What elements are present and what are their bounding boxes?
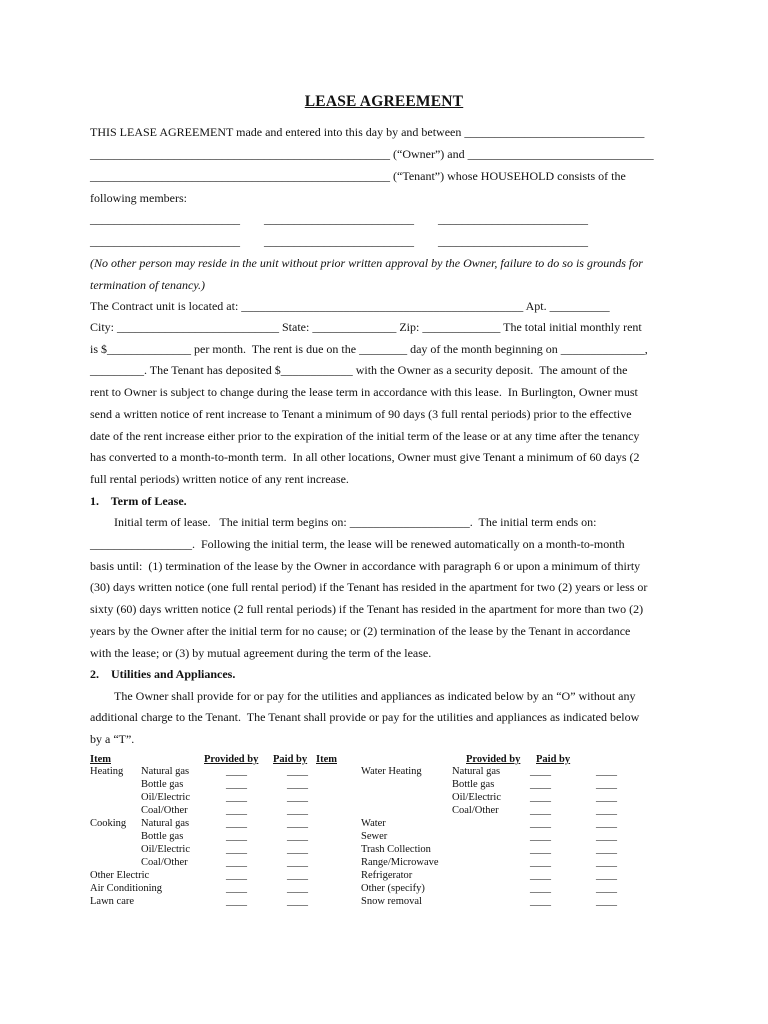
paid-by-blank: ____ <box>287 779 308 790</box>
paid-by-blank: ____ <box>287 896 308 907</box>
table-item-label: Air Conditioning <box>90 883 163 894</box>
provided-by-blank: ____ <box>530 870 551 881</box>
provided-by-blank: ____ <box>530 857 551 868</box>
provided-by-blank: ____ <box>226 857 247 868</box>
table-subitem-label: Bottle gas <box>141 831 184 842</box>
body-line: following members: <box>90 191 187 205</box>
table-subitem-label: Natural gas <box>141 766 190 777</box>
table-subitem-label: Oil/Electric <box>141 792 190 803</box>
table-item-label: Other (specify) <box>361 883 425 894</box>
paid-by-blank: ____ <box>596 779 617 790</box>
body-line: rent to Owner is subject to change during the lease term in accordance with this lease. In Burlington, Owner must <box>90 385 638 399</box>
table-header: Item <box>316 754 337 765</box>
provided-by-blank: ____ <box>530 779 551 790</box>
paid-by-blank: ____ <box>287 792 308 803</box>
provided-by-blank: ____ <box>530 818 551 829</box>
body-line: City: ___________________________ State: ______________ Zip: _____________ The total initial monthly rent <box>90 320 642 334</box>
paid-by-blank: ____ <box>287 844 308 855</box>
paid-by-blank: ____ <box>287 870 308 881</box>
table-header: Paid by <box>273 754 308 765</box>
table-subitem-label: Natural gas <box>452 766 501 777</box>
body-line: by a “T”. <box>90 732 135 746</box>
provided-by-blank: ____ <box>530 844 551 855</box>
paid-by-blank: ____ <box>596 883 617 894</box>
body-line: additional charge to the Tenant. The Tenant shall provide or pay for the utilities and appliances as indicated below <box>90 710 640 724</box>
table-subitem-label: Oil/Electric <box>141 844 190 855</box>
table-item-label: Cooking <box>90 818 127 829</box>
table-item-label: Refrigerator <box>361 870 413 881</box>
provided-by-blank: ____ <box>530 883 551 894</box>
body-line: basis until: (1) termination of the lease by the Owner in accordance with paragraph 6 or upon a minimum of thirty <box>90 559 641 573</box>
paid-by-blank: ____ <box>287 818 308 829</box>
table-item-label: Other Electric <box>90 870 150 881</box>
table-item-label: Water <box>361 818 386 829</box>
body-line: The Contract unit is located at: _______________________________________________ Apt. __________ <box>90 299 610 313</box>
body-line: termination of tenancy.) <box>90 278 205 292</box>
section-heading: 2. Utilities and Appliances. <box>90 667 236 681</box>
body-line: (30) days written notice (one full rental period) if the Tenant has resided in the apartment for two (2) years or less or <box>90 580 648 594</box>
paid-by-blank: ____ <box>596 857 617 868</box>
table-subitem-label: Coal/Other <box>452 805 499 816</box>
provided-by-blank: ____ <box>226 831 247 842</box>
paid-by-blank: ____ <box>596 831 617 842</box>
table-subitem-label: Coal/Other <box>141 857 188 868</box>
paid-by-blank: ____ <box>596 896 617 907</box>
provided-by-blank: ____ <box>226 818 247 829</box>
body-line: The Owner shall provide for or pay for the utilities and appliances as indicated below by an “O” without any <box>114 689 636 703</box>
table-header: Paid by <box>536 754 571 765</box>
table-header: Provided by <box>466 754 521 765</box>
table-item-label: Lawn care <box>90 896 135 907</box>
table-subitem-label: Bottle gas <box>452 779 495 790</box>
provided-by-blank: ____ <box>530 792 551 803</box>
provided-by-blank: ____ <box>530 766 551 777</box>
body-line: _________________________ _________________________ _________________________ <box>90 212 588 226</box>
table-header: Item <box>90 754 111 765</box>
body-line: has converted to a month-to-month term. In all other locations, Owner must give Tenant a minimum of 60 days (2 <box>90 450 640 464</box>
body-line: __________________________________________________ (“Tenant”) whose HOUSEHOLD consists of the <box>90 169 626 183</box>
body-line: __________________________________________________ (“Owner”) and _______________________________ <box>90 147 654 161</box>
body-line: with the lease; or (3) by mutual agreement during the term of the lease. <box>90 646 432 660</box>
table-item-label: Water Heating <box>361 766 422 777</box>
table-header: Provided by <box>204 754 259 765</box>
provided-by-blank: ____ <box>226 896 247 907</box>
body-line: years by the Owner after the initial term for no cause; or (2) termination of the lease by the Tenant in accordance <box>90 624 631 638</box>
paid-by-blank: ____ <box>596 870 617 881</box>
table-subitem-label: Coal/Other <box>141 805 188 816</box>
paid-by-blank: ____ <box>596 805 617 816</box>
body-line: send a written notice of rent increase to Tenant a minimum of 90 days (3 full rental periods) prior to the effective <box>90 407 632 421</box>
provided-by-blank: ____ <box>226 792 247 803</box>
paid-by-blank: ____ <box>287 831 308 842</box>
table-item-label: Snow removal <box>361 896 422 907</box>
provided-by-blank: ____ <box>226 844 247 855</box>
paid-by-blank: ____ <box>596 818 617 829</box>
table-subitem-label: Oil/Electric <box>452 792 501 803</box>
provided-by-blank: ____ <box>226 870 247 881</box>
body-line: _________________. Following the initial term, the lease will be renewed automatically on a month-to-month <box>90 537 625 551</box>
provided-by-blank: ____ <box>530 896 551 907</box>
paid-by-blank: ____ <box>287 857 308 868</box>
provided-by-blank: ____ <box>226 766 247 777</box>
table-item-label: Sewer <box>361 831 388 842</box>
provided-by-blank: ____ <box>530 831 551 842</box>
body-line: date of the rent increase either prior to the expiration of the initial term of the lease or at any time after the tenancy <box>90 429 640 443</box>
table-item-label: Range/Microwave <box>361 857 439 868</box>
provided-by-blank: ____ <box>226 883 247 894</box>
body-line: is $______________ per month. The rent is due on the ________ day of the month beginning on ______________, <box>90 342 648 356</box>
body-line: full rental periods) written notice of any rent increase. <box>90 472 349 486</box>
body-line: _________. The Tenant has deposited $____________ with the Owner as a security deposit. The amount of the <box>90 363 628 377</box>
paid-by-blank: ____ <box>596 844 617 855</box>
section-heading: 1. Term of Lease. <box>90 494 187 508</box>
paid-by-blank: ____ <box>287 883 308 894</box>
provided-by-blank: ____ <box>226 779 247 790</box>
paid-by-blank: ____ <box>287 766 308 777</box>
paid-by-blank: ____ <box>596 766 617 777</box>
provided-by-blank: ____ <box>530 805 551 816</box>
body-line: _________________________ _________________________ _________________________ <box>90 234 588 248</box>
table-subitem-label: Bottle gas <box>141 779 184 790</box>
paid-by-blank: ____ <box>596 792 617 803</box>
body-line: (No other person may reside in the unit without prior written approval by the Owner, failure to do so is grounds for <box>90 256 643 270</box>
body-line: sixty (60) days written notice (2 full rental periods) if the Tenant has resided in the apartment for more than two (2) <box>90 602 644 616</box>
provided-by-blank: ____ <box>226 805 247 816</box>
table-item-label: Trash Collection <box>361 844 431 855</box>
body-line: Initial term of lease. The initial term begins on: ____________________. The initial term ends on: <box>114 515 597 529</box>
table-subitem-label: Natural gas <box>141 818 190 829</box>
paid-by-blank: ____ <box>287 805 308 816</box>
body-line: THIS LEASE AGREEMENT made and entered into this day by and between ______________________________ <box>90 125 645 139</box>
table-item-label: Heating <box>90 766 124 777</box>
document-title: LEASE AGREEMENT <box>304 93 464 110</box>
